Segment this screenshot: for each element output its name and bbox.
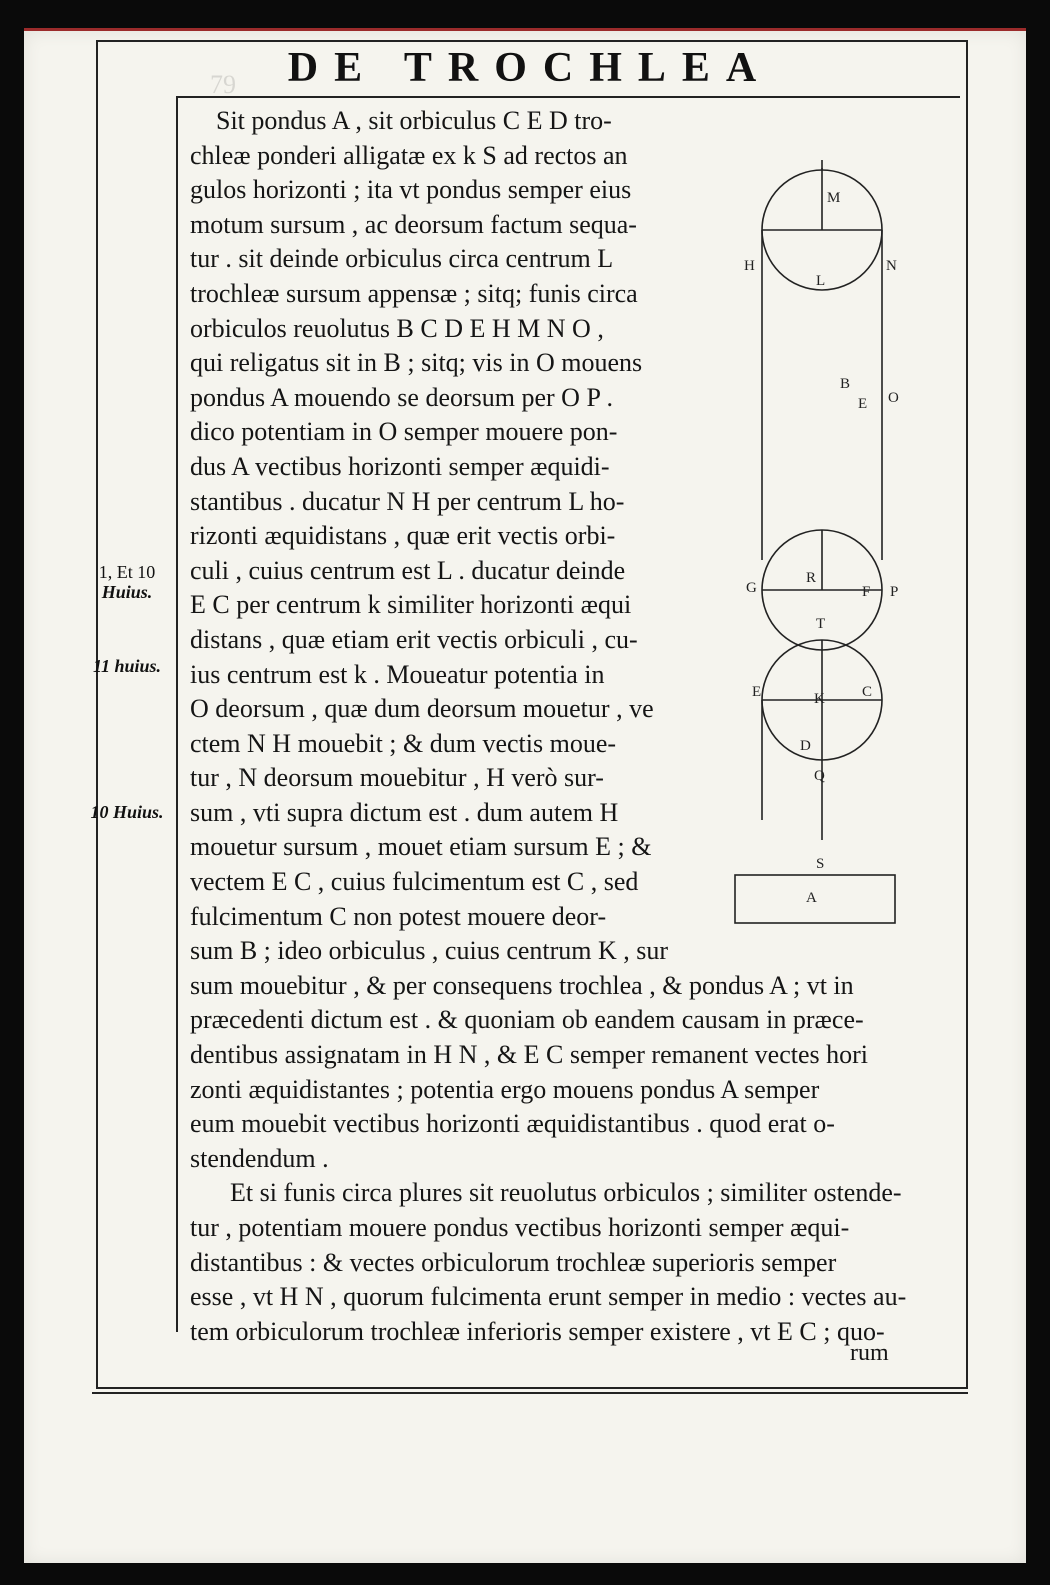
text-line: dentibus assignatam in H N , & E C semper remanent vectes hori bbox=[190, 1040, 869, 1070]
label-B: B bbox=[840, 376, 851, 392]
text-line: culi , cuius centrum est L . ducatur deinde bbox=[190, 555, 626, 585]
text-line: eum mouebit vectibus horizonti æquidistantibus . quod erat o- bbox=[190, 1109, 835, 1139]
label-Q: Q bbox=[814, 768, 825, 784]
label-M: M bbox=[827, 190, 841, 206]
text-line: distans , quæ etiam erit vectis orbiculi , cu- bbox=[190, 624, 638, 654]
label-P: P bbox=[890, 584, 899, 600]
label-R: R bbox=[806, 570, 817, 586]
text-line: qui religatus sit in B ; sitq; vis in O mouens bbox=[190, 348, 643, 378]
margin-note-1-line2: Huius. bbox=[101, 582, 153, 602]
text-line: præcedenti dictum est . & quoniam ob eandem causam in præce- bbox=[190, 1005, 864, 1035]
pulley-diagram bbox=[700, 140, 950, 940]
margin-note-3: 10 Huius. bbox=[90, 802, 164, 822]
label-L: L bbox=[816, 273, 826, 289]
text-line: gulos horizonti ; ita vt pondus semper eius bbox=[190, 175, 632, 205]
label-F: F bbox=[862, 584, 871, 600]
margin-column-rule bbox=[176, 98, 178, 1332]
text-line: sum , vti supra dictum est . dum autem H bbox=[190, 797, 619, 827]
label-C: C bbox=[862, 684, 873, 700]
label-S: S bbox=[816, 856, 825, 872]
text-line: tur , N deorsum mouebitur , H verò sur- bbox=[190, 763, 604, 793]
label-H: H bbox=[744, 258, 755, 274]
show-through-decor: 79 bbox=[210, 70, 236, 99]
text-line: trochleæ sursum appensæ ; sitq; funis circa bbox=[190, 278, 638, 308]
text-line: pondus A mouendo se deorsum per O P . bbox=[190, 382, 613, 412]
text-line: tur . sit deinde orbiculus circa centrum L bbox=[190, 244, 614, 274]
label-K: K bbox=[814, 691, 825, 707]
text-line: fulcimentum C non potest mouere deor- bbox=[190, 901, 607, 931]
text-line: chleæ ponderi alligatæ ex k S ad rectos an bbox=[190, 140, 628, 170]
text-line: distantibus : & vectes orbiculorum trochleæ superioris semper bbox=[190, 1247, 837, 1277]
text-line: tur , potentiam mouere pondus vectibus horizonti semper æqui- bbox=[190, 1213, 850, 1242]
text-line: dus A vectibus horizonti semper æquidi- bbox=[190, 451, 610, 481]
text-line: dico potentiam in O semper mouere pon- bbox=[190, 417, 618, 447]
text-line: mouetur sursum , mouet etiam sursum E ; & bbox=[190, 832, 652, 862]
text-line: tem orbiculorum trochleæ inferioris semper existere , vt E C ; quo- bbox=[190, 1316, 885, 1346]
title-rule bbox=[176, 96, 960, 98]
label-O: O bbox=[888, 390, 899, 406]
text-line: orbiculos reuolutus B C D E H M N O , bbox=[190, 313, 604, 343]
label-D: D bbox=[800, 738, 811, 754]
label-N: N bbox=[886, 258, 897, 274]
text-line: ius centrum est k . Moueatur potentia in bbox=[190, 659, 605, 689]
text-line: ctem N H mouebit ; & dum vectis moue- bbox=[190, 728, 617, 758]
text-line: sum B ; ideo orbiculus , cuius centrum K , sur bbox=[190, 936, 669, 966]
text-line: stendendum . bbox=[190, 1143, 329, 1173]
text-line: zonti æquidistantes ; potentia ergo mouens pondus A semper bbox=[190, 1074, 820, 1104]
margin-note-1 bbox=[82, 562, 172, 602]
label-G: G bbox=[746, 580, 757, 596]
label-E2: E bbox=[752, 684, 762, 700]
label-E: E bbox=[858, 396, 868, 412]
text-line: O deorsum , quæ dum deorsum mouetur , ve bbox=[190, 694, 654, 724]
text-line: sum mouebitur , & per consequens trochlea , & pondus A ; vt in bbox=[190, 970, 854, 1000]
label-A: A bbox=[806, 890, 817, 906]
text-line: rizonti æquidistans , quæ erit vectis orbi- bbox=[190, 521, 616, 551]
text-line: E C per centrum k similiter horizonti æqui bbox=[190, 590, 632, 620]
text-line: Sit pondus A , sit orbiculus C E D tro- bbox=[216, 106, 612, 135]
label-T: T bbox=[816, 616, 826, 632]
text-line: motum sursum , ac deorsum factum sequa- bbox=[190, 209, 637, 239]
text-line: esse , vt H N , quorum fulcimenta erunt semper in medio : vectes au- bbox=[190, 1282, 907, 1312]
catchword: rum bbox=[850, 1340, 889, 1366]
text-line: Et si funis circa plures sit reuolutus orbiculos ; similiter ostende- bbox=[230, 1178, 902, 1208]
text-line: vectem E C , cuius fulcimentum est C , sed bbox=[190, 867, 639, 897]
page-title: DE TROCHLEA bbox=[287, 45, 773, 91]
margin-note-2: 11 huius. bbox=[92, 656, 162, 676]
text-line: stantibus . ducatur N H per centrum L ho- bbox=[190, 486, 625, 516]
margin-note-1-line1: 1, Et 10 bbox=[98, 562, 156, 582]
bottom-rule bbox=[92, 1392, 968, 1394]
